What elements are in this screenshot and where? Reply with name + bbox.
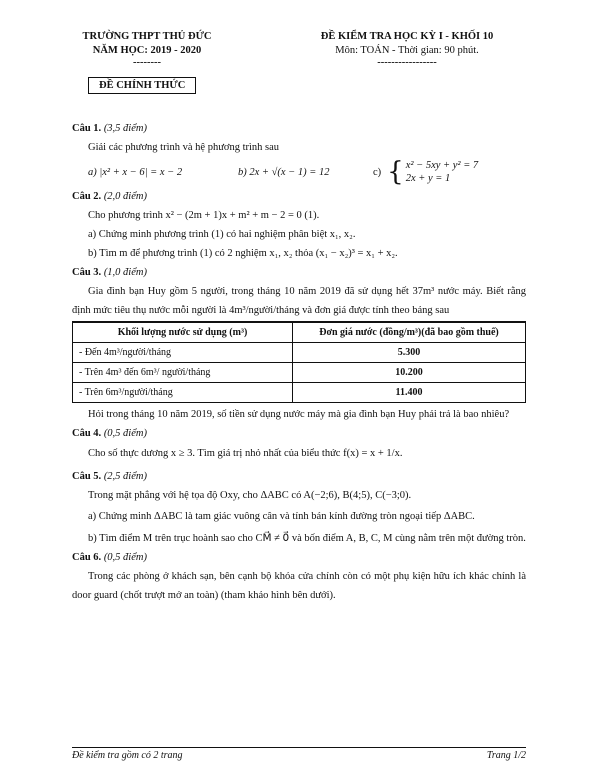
question-6 (72, 548, 526, 605)
school-block (72, 30, 222, 68)
question-3 (72, 263, 526, 424)
question-1-part-b: b) 2x + √(x − 1) = 12 (238, 166, 330, 178)
question-3-intro: Gia đình bạn Huy gồm 5 người, trong tháng 10 năm 2019 đã sử dụng hết 37m³ nước máy. Biết rằng định mức tiêu thụ nước mỗi người là 4m³/người/tháng và đơn giá được tính theo bảng sau (72, 286, 526, 316)
question-2-intro: Cho phương trình x² − (2m + 1)x + m² + m − 2 = 0 (1). (88, 210, 320, 221)
question-2-title: Câu 2. (72, 191, 102, 202)
question-5-part-b: b) Tìm điểm M trên trục hoành sao cho CM⃗ ≠ 0⃗ và bốn điểm A, B, C, M cùng nằm trên một đường tròn. (88, 533, 526, 544)
table-row (73, 343, 526, 363)
question-6-heading (72, 548, 526, 567)
question-4-text: Cho số thực dương x ≥ 3. Tìm giá trị nhỏ nhất của biểu thức f(x) = x + 1/x. (88, 448, 403, 459)
right-divider: ----------------- (377, 57, 437, 68)
question-1-part-a: a) |x² + x − 6| = x − 2 (88, 166, 183, 178)
table-cell-price: 11.400 (293, 383, 526, 403)
table-header-usage: Khối lượng nước sử dụng (m³) (73, 322, 293, 343)
system-equation-2: 2x + y = 1 (405, 173, 451, 184)
question-1-title: Câu 1. (72, 123, 102, 134)
subject-line: Môn: TOÁN - Thời gian: 90 phút. (335, 45, 479, 56)
table-cell-usage: - Trên 4m³ đến 6m³/ người/tháng (73, 363, 293, 383)
table-cell-usage: - Đến 4m³/người/tháng (73, 343, 293, 363)
exam-title: ĐỀ KIỂM TRA HỌC KỲ I - KHỐI 10 (320, 31, 494, 42)
question-5-heading (72, 467, 526, 486)
question-1-part-c (373, 159, 478, 185)
question-2-heading (72, 187, 526, 206)
question-2 (72, 187, 526, 263)
question-4-heading (72, 424, 526, 443)
water-price-table (72, 321, 526, 403)
table-cell-price: 10.200 (293, 363, 526, 383)
footer-page-number: Trang 1/2 (486, 750, 526, 761)
footer-page-count: Đề kiểm tra gồm có 2 trang (72, 750, 183, 761)
question-6-intro: Trong các phòng ở khách sạn, bên cạnh bộ khóa cửa chính còn có một phụ kiện hữu ích khác chính là door guard (chốt trượt mở an toàn) (tham khảo hình bên dưới). (72, 571, 526, 601)
question-3-title: Câu 3. (72, 267, 102, 278)
question-1-points: (3,5 điểm) (103, 123, 147, 134)
question-4-points: (0,5 điểm) (103, 428, 147, 439)
question-1-intro: Giải các phương trình và hệ phương trình sau (88, 142, 280, 153)
exam-content (72, 119, 526, 605)
question-2-part-b: b) Tìm m để phương trình (1) có 2 nghiệm x₁, x₂ thỏa (x₁ − x₂)³ = x₁ + x₂. (88, 248, 398, 259)
table-row (73, 383, 526, 403)
exam-info-block (272, 30, 542, 68)
question-5 (72, 467, 526, 548)
question-5-points: (2,5 điểm) (103, 471, 147, 482)
question-1-part-c-label: c) (373, 166, 382, 178)
table-cell-usage: - Trên 6m³/người/tháng (73, 383, 293, 403)
left-divider: -------- (133, 57, 161, 68)
question-2-part-a: a) Chứng minh phương trình (1) có hai nghiệm phân biệt x₁, x₂. (88, 229, 356, 240)
question-3-points: (1,0 điểm) (103, 267, 147, 278)
exam-header (72, 30, 542, 110)
question-5-title: Câu 5. (72, 471, 102, 482)
question-5-intro: Trong mặt phẳng với hệ tọa độ Oxy, cho ΔABC có A(−2;6), B(4;5), C(−3;0). (88, 490, 412, 501)
page-footer (72, 747, 526, 761)
question-3-question: Hỏi trong tháng 10 năm 2019, số tiền sử dụng nước máy mà gia đình bạn Huy phải trả là bao nhiêu? (88, 409, 510, 420)
question-4 (72, 424, 526, 467)
question-3-heading (72, 263, 526, 282)
question-1-heading (72, 119, 526, 138)
question-4-title: Câu 4. (72, 428, 102, 439)
question-2-points: (2,0 điểm) (103, 191, 147, 202)
school-year: NĂM HỌC: 2019 - 2020 (92, 45, 202, 56)
table-header-price: Đơn giá nước (đồng/m³)(đã bao gồm thuế) (293, 322, 526, 343)
official-stamp: ĐỀ CHÍNH THỨC (88, 77, 196, 94)
question-1 (72, 119, 526, 187)
table-cell-price: 5.300 (293, 343, 526, 363)
equation-system (406, 159, 478, 185)
question-6-title: Câu 6. (72, 552, 102, 563)
question-5-part-a: a) Chứng minh ΔABC là tam giác vuông cân và tính bán kính đường tròn ngoại tiếp ΔABC. (88, 511, 475, 522)
question-6-points: (0,5 điểm) (103, 552, 147, 563)
table-row (73, 363, 526, 383)
question-1-parts (72, 157, 526, 187)
school-name: TRƯỜNG THPT THỦ ĐỨC (82, 31, 212, 42)
system-brace-icon: { (387, 157, 404, 187)
table-header-row (73, 322, 526, 343)
system-equation-1: x² − 5xy + y² = 7 (405, 160, 479, 171)
